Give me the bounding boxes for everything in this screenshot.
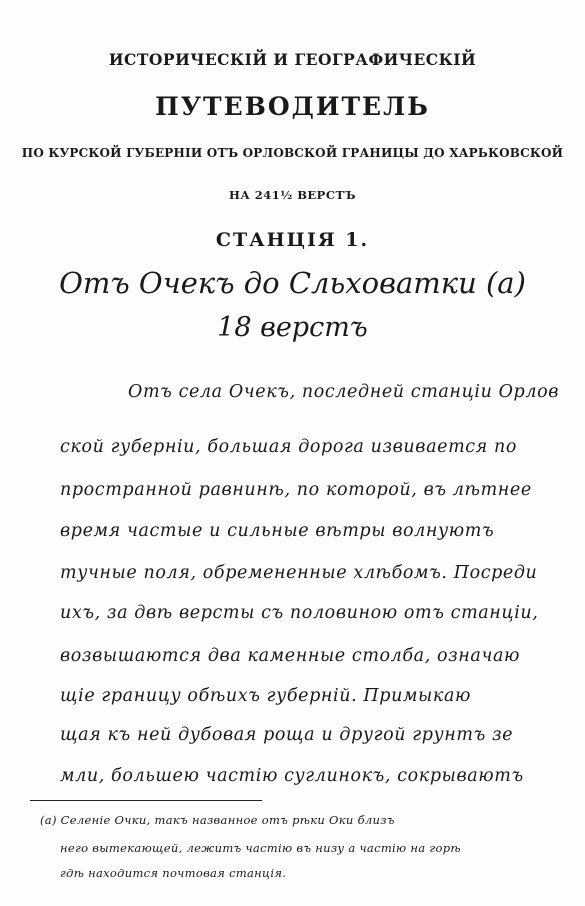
- footnote-line: (а) Селеніе Очки, такъ названное отъ рѣки Оки близъ: [40, 813, 395, 827]
- body-line: щая къ ней дубовая роща и другой грунтъ зе: [60, 725, 514, 745]
- body-line: ихъ, за двѣ версты съ половиною отъ станціи,: [60, 603, 539, 623]
- heading-line-3: ПО КУРСКОЙ ГУБЕРНІИ ОТЪ ОРЛОВСКОЙ ГРАНИЦЫ ДО ХАРЬКОВСКОЙ: [21, 146, 564, 160]
- footnote-line: гдѣ находится почтовая станція.: [60, 866, 287, 880]
- body-line: возвышаются два каменные столба, означаю: [60, 646, 520, 666]
- footnote-divider: [30, 800, 262, 801]
- subtitle-distance: 18 верстъ: [217, 312, 368, 343]
- body-line: пространной равнинѣ, по которой, въ лѣтнее: [60, 480, 532, 500]
- heading-line-4: НА 241½ ВЕРСТЪ: [228, 188, 357, 202]
- station-heading: СТАНЦІЯ 1.: [215, 229, 370, 251]
- body-line: время частые и сильные вѣтры волнуютъ: [60, 521, 495, 541]
- body-line: тучные поля, обремененные хлѣбомъ. Посреди: [60, 563, 538, 583]
- heading-title: ПУТЕВОДИТЕЛЬ: [155, 92, 430, 121]
- footnote-line: него вытекающей, лежитъ частію въ низу а частію на горѣ: [60, 841, 461, 855]
- body-line: мли, большею частію суглинокъ, сокрываютъ: [60, 766, 524, 786]
- body-line: ской губерніи, большая дорога извивается по: [60, 437, 518, 457]
- body-line: щіе границу обѣихъ губерній. Примыкаю: [60, 686, 472, 706]
- body-line: Отъ села Очекъ, последней станціи Орлов: [128, 382, 560, 402]
- heading-line-1: ИСТОРИЧЕСКІЙ И ГЕОГРАФИЧЕСКІЙ: [108, 50, 477, 69]
- subtitle-route: Отъ Очекъ до Сльховатки (а): [59, 266, 526, 300]
